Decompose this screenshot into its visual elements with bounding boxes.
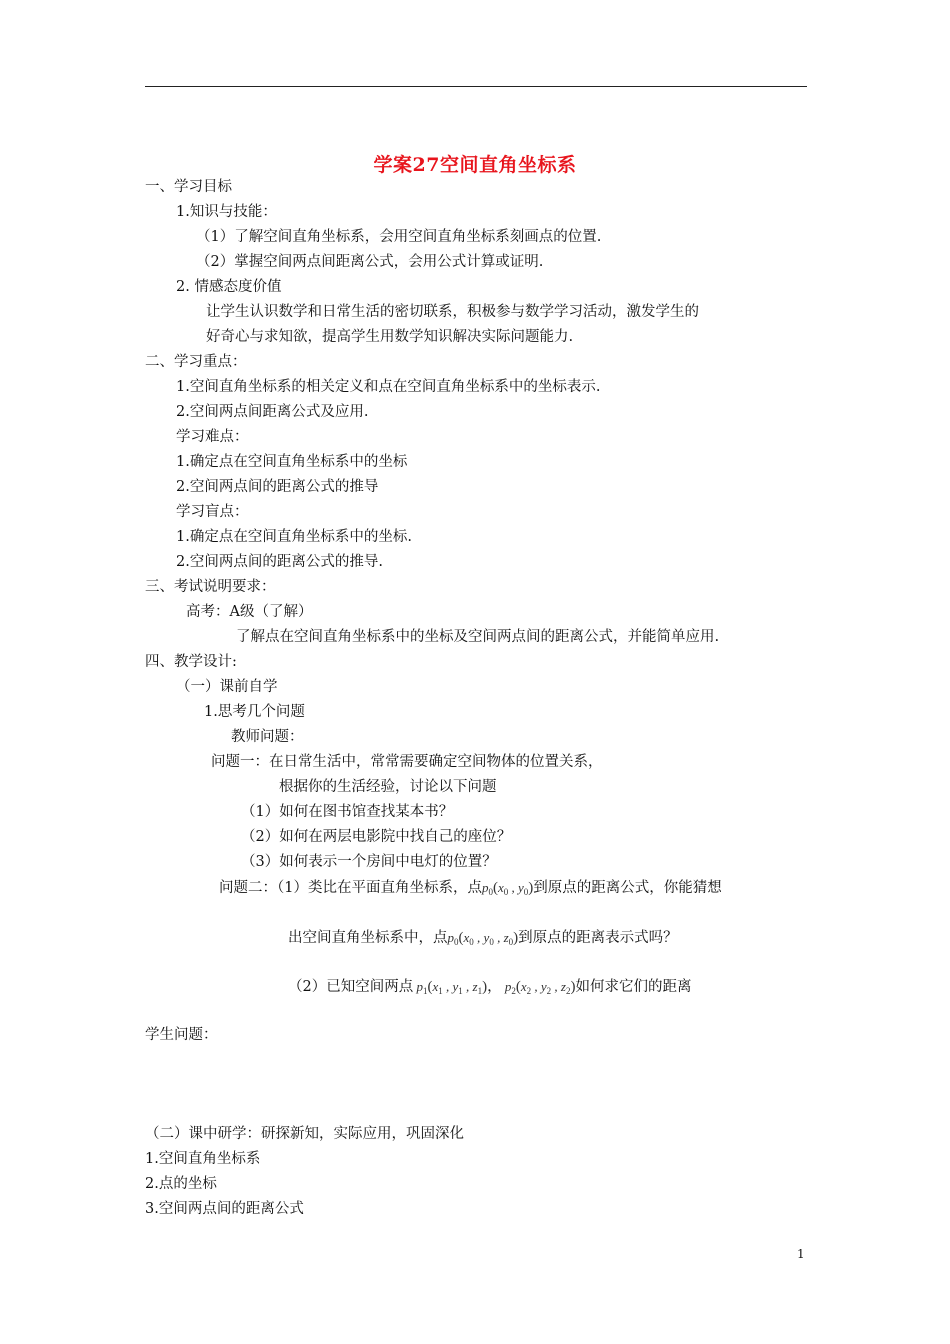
goal-knowledge-skills: 1.知识与技能：	[176, 204, 277, 220]
page-title: 学案27空间直角坐标系	[373, 154, 577, 176]
key-point-1: 1.空间直角坐标系的相关定义和点在空间直角坐标系中的坐标表示.	[176, 379, 601, 395]
question-two-text-c: 出空间直角坐标系中，点	[288, 930, 448, 946]
teacher-questions-heading: 教师问题：	[231, 729, 304, 745]
question-one-item-2: （2）如何在两层电影院中找自己的座位？	[241, 829, 512, 845]
question-two-part-1-continued	[288, 929, 678, 951]
topic-point-coordinates: 2.点的坐标	[145, 1176, 217, 1192]
question-two-text-f: 如何求它们的距离	[575, 979, 692, 995]
blind-point-1: 1.确定点在空间直角坐标系中的坐标.	[176, 529, 412, 545]
exam-level: 高考：A级（了解）	[186, 604, 313, 620]
goal-item-2: （2）掌握空间两点间距离公式，会用公式计算或证明.	[196, 254, 544, 270]
difficult-point-2: 2.空间两点间的距离公式的推导	[176, 479, 379, 495]
topic-coordinate-system: 1.空间直角坐标系	[145, 1151, 261, 1167]
section-exam-requirements: 三、考试说明要求：	[145, 579, 276, 595]
difficult-point-1: 1.确定点在空间直角坐标系中的坐标	[176, 454, 408, 470]
formula-p1: $p_1(x_1$ , $y_1$ , $z_1$)	[413, 979, 488, 996]
question-two-part-1	[219, 879, 722, 901]
goal-item-1: （1）了解空间直角坐标系，会用空间直角坐标系刻画点的位置.	[196, 229, 602, 245]
section-teaching-design: 四、教学设计:	[145, 654, 237, 670]
exam-description: 了解点在空间直角坐标系中的坐标及空间两点间的距离公式，并能简单应用.	[236, 629, 720, 645]
question-two-part-2	[288, 978, 691, 1000]
in-class-study: （二）课中研学：研探新知，实际应用，巩固深化	[145, 1126, 464, 1142]
question-one: 问题一：在日常生活中，常常需要确定空间物体的位置关系，	[211, 754, 603, 770]
blind-point-2: 2.空间两点间的距离公式的推导.	[176, 554, 383, 570]
question-two-text-a: 问题二：（1）类比在平面直角坐标系，点	[219, 880, 482, 896]
topic-distance-formula: 3.空间两点间的距离公式	[145, 1201, 304, 1217]
question-two-text-b: 到原点的距离公式，你能猜想	[533, 880, 722, 896]
formula-p0-3d: $p_0(x_0$ , $y_0$ , $z_0$)	[447, 930, 519, 947]
goal-attitude-text-1: 让学生认识数学和日常生活的密切联系，积极参与数学学习活动，激发学生的	[206, 304, 699, 320]
section-key-points: 二、学习重点：	[145, 354, 247, 370]
difficult-points-heading: 学习难点：	[176, 429, 249, 445]
question-one-continued: 根据你的生活经验，讨论以下问题	[279, 779, 497, 795]
think-questions: 1.思考几个问题	[204, 704, 305, 720]
student-questions-heading: 学生问题：	[145, 1027, 218, 1043]
question-two-text-d: 到原点的距离表示式吗？	[518, 930, 678, 946]
blind-points-heading: 学习盲点：	[176, 504, 249, 520]
header-rule	[145, 86, 807, 87]
key-point-2: 2.空间两点间距离公式及应用.	[176, 404, 369, 420]
page-number: 1	[797, 1247, 805, 1261]
formula-p2: $p_2(x_2$ , $y_2$ , $z_2$)	[501, 979, 576, 996]
formula-p0-2d: $p_0(x_0$ , $y_0$)	[481, 880, 534, 897]
goal-attitude-text-2: 好奇心与求知欲，提高学生用数学知识解决实际问题能力.	[206, 329, 574, 345]
question-one-item-1: （1）如何在图书馆查找某本书？	[241, 804, 454, 820]
question-two-text-e: （2）已知空间两点	[288, 979, 414, 995]
question-two-separator: ，	[487, 979, 502, 995]
question-one-item-3: （3）如何表示一个房间中电灯的位置？	[241, 854, 497, 870]
section-learning-goals: 一、学习目标	[145, 179, 232, 195]
pre-class-study: （一）课前自学	[176, 679, 278, 695]
goal-attitude: 2. 情感态度价值	[176, 279, 282, 295]
